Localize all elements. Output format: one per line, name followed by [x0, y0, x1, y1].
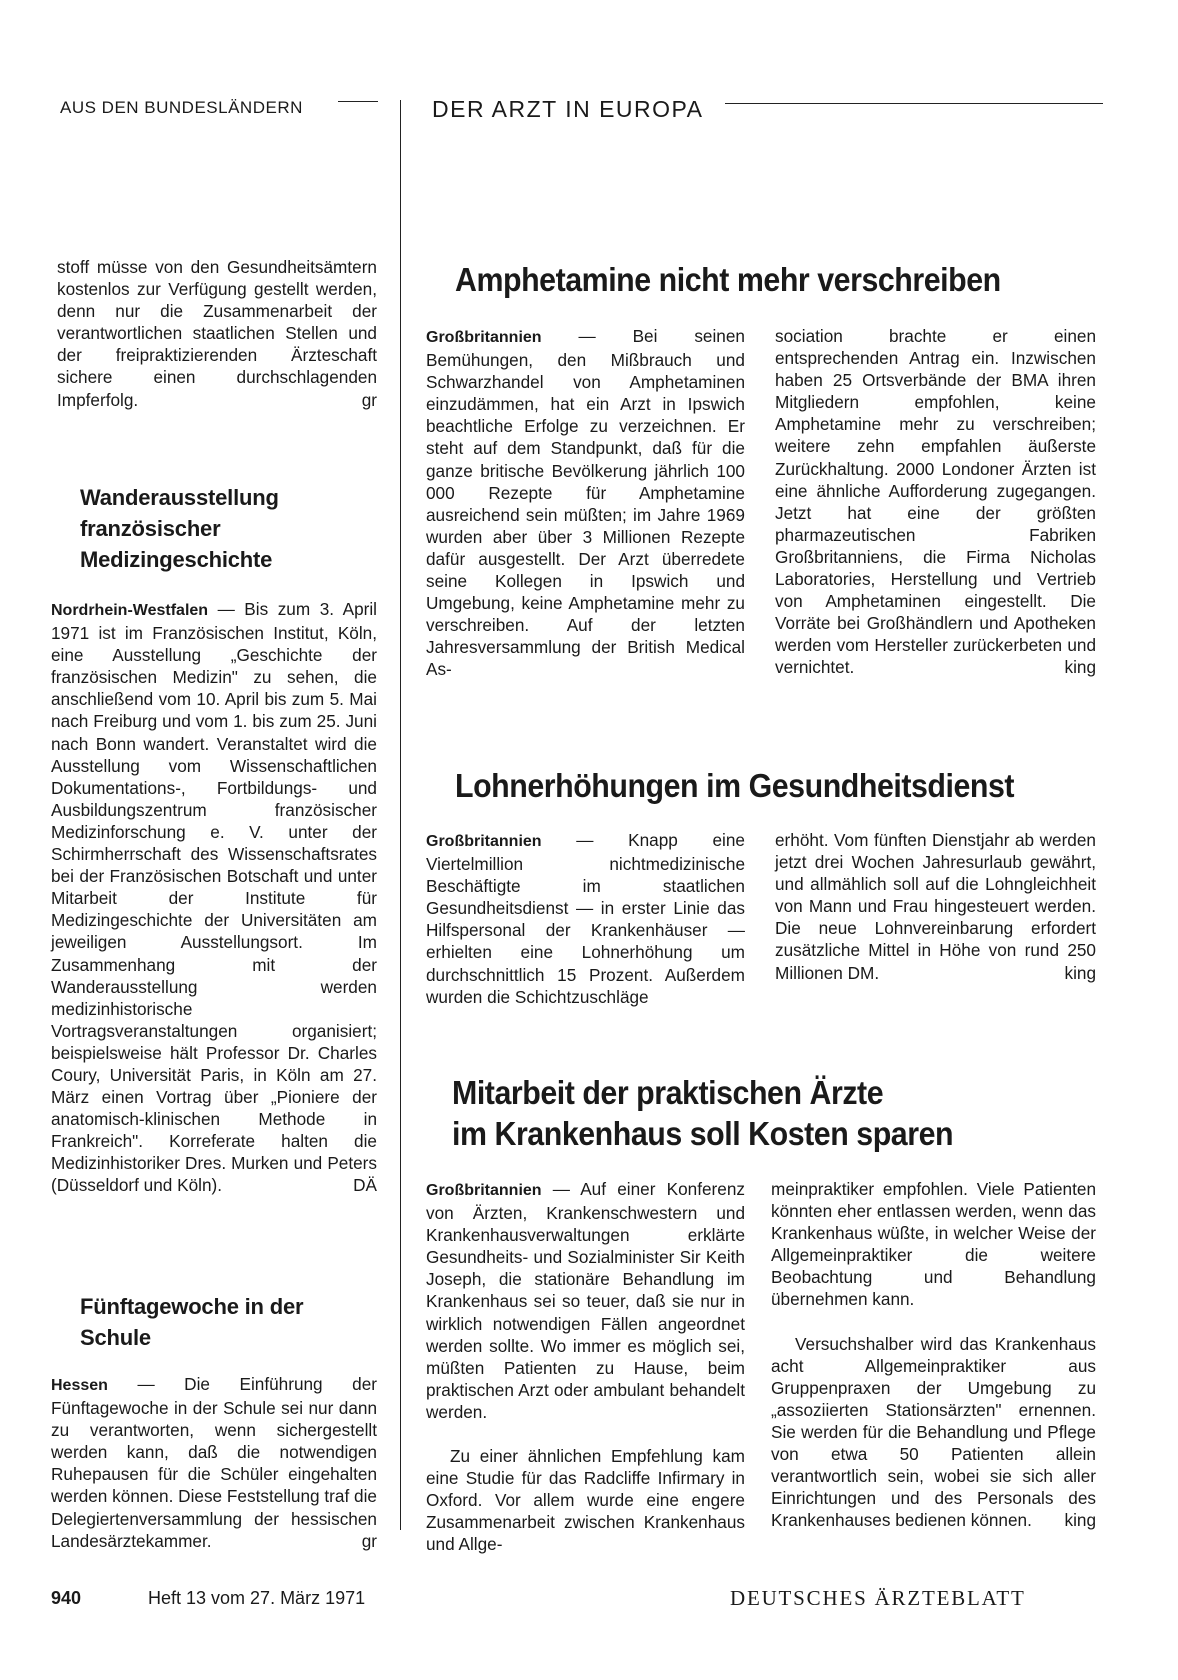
article-dateline: Hessen: [51, 1377, 108, 1394]
article-headline: [452, 1072, 1096, 1154]
signature: king: [1064, 657, 1096, 678]
article-text: — Die Einführung der Fünftagewoche in der Schule sei nur dann zu verantworten, wenn sichergestellt werden kann, daß die notwendigen Ruhepausen für die Schüler eingehalten werden können. Diese Feststellung traf die Delegiertenversammlung der hessischen Landesärztekammer.: [51, 1374, 377, 1551]
continuation-body: stoff müsse von den Gesundheitsämtern kostenlos zur Verfügung gestellt werden, denn nur die Zusammenarbeit der verantwortlichen staatlichen Stellen und der freipraktizierenden Ärzteschaft sichere einen durchschlagenden Impferfolg.: [57, 257, 377, 410]
article-text: meinpraktiker empfohlen. Viele Patienten könnten eher entlassen werden, wenn das Krankenhaus wüßte, in welcher Weise der Allgemeinpraktiker die weitere Beobachtung und Behandlung übernehmen kann.: [771, 1179, 1096, 1310]
article-dateline: Großbritannien: [426, 833, 542, 850]
article-body-col2: [775, 325, 1096, 679]
article-body-col1: [426, 829, 745, 1008]
column-divider: [400, 100, 401, 1530]
page-number: 940: [51, 1588, 82, 1608]
header-rule-left: [338, 101, 378, 102]
signature: DÄ: [353, 1175, 377, 1196]
article-text: Zu einer ähnlichen Empfehlung kam eine Studie für das Radcliffe Infirmary in Oxford. Vor allem wurde eine engere Zusammenarbeit zwischen Krankenhaus und Allge-: [426, 1446, 745, 1555]
article-headline: Fünftagewoche in der Schule: [80, 1294, 304, 1350]
signature: king: [1064, 962, 1096, 983]
article-body-col1: [426, 325, 745, 681]
article-dateline: Großbritannien: [426, 1182, 542, 1199]
article-dateline: Großbritannien: [426, 329, 542, 346]
headline-line: im Krankenhaus soll Kosten sparen: [452, 1115, 954, 1152]
article-body: [51, 598, 377, 1197]
publication-name: DEUTSCHES ÄRZTEBLATT: [730, 1586, 1026, 1610]
article-body-col2: [775, 829, 1096, 984]
article-headline: Amphetamine nicht mehr verschreiben: [455, 261, 1001, 298]
article-text: — Bis zum 3. April 1971 ist im Französischen Institut, Köln, eine Ausstellung „Geschichte der französischen Medizin" zu sehen, die anschließend vom 10. April bis zum 5. Mai nach Freiburg und vom 1. bis zum 25. Juni nach Bonn wandert. Veranstaltet wird die Ausstellung vom Wissenschaftlichen Dokumentations-, Fortbildungs- und Ausbildungszentrum französischer Medizinforschung e. V. unter der Schirmherrschaft des Wissenschaftsrates bei der Französischen Botschaft und unter Mitarbeit der Institute für Medizingeschichte der Universitäten am jeweiligen Ausstellungsort. Im Zusammenhang mit der Wanderausstellung werden medizinhistorische Vortragsveranstaltungen organisiert; beispielsweise hält Professor Dr. Charles Coury, Universität Paris, in Köln am 27. März einen Vortrag über „Pioniere der anatomisch-klinischen Methode in Frankreich". Korreferate halten die Medizinhistoriker Dres. Murken und Peters (Düsseldorf und Köln).: [51, 599, 377, 1196]
article-body-col1: [426, 1178, 745, 1556]
signature: gr: [361, 1530, 377, 1551]
article-headline: Wanderausstellung französischer Medizingeschichte: [80, 485, 279, 572]
article-text: — Auf einer Konferenz von Ärzten, Krankenschwestern und Krankenhausverwaltungen erklärte Gesundheits- und Sozialminister Sir Keith Joseph, die stationäre Behandlung im Krankenhaus sei so teuer, daß sie nur in wirklich notwendigen Fällen angeordnet werden sollte. Wo immer es möglich sei, müßten Patienten zu Hause, beim praktischen Arzt oder ambulant behandelt werden.: [426, 1179, 745, 1422]
article-text: — Bei seinen Bemühungen, den Mißbrauch und Schwarzhandel von Amphetaminen einzudämmen, hat ein Arzt in Ipswich beachtliche Erfolge zu verzeichnen. Er steht auf dem Standpunkt, daß für die ganze britische Bevölkerung jährlich 100 000 Rezepte für Amphetamine ausreichend sein müßten; im Jahre 1969 wurden aber über 3 Millionen Rezepte dafür ausgestellt. Der Arzt überredete seine Kollegen in Ipswich und Umgebung, keine Amphetamine mehr zu verschreiben. Auf der letzten Jahresversammlung der British Medical As-: [426, 326, 745, 680]
section-label-left: AUS DEN BUNDESLÄNDERN: [60, 98, 303, 117]
article-dateline: Nordrhein-Westfalen: [51, 602, 209, 619]
article-body-col2: [771, 1178, 1096, 1531]
article-text: Versuchshalber wird das Krankenhaus acht Allgemeinpraktiker aus Gruppenpraxen der Umgebung zu „assoziierten Stationsärzten" ernennen. Sie werden für die Behandlung und Pflege von etwa 50 Patienten allein verantwortlich sein, wobei sie sich aller Einrichtungen und des Personals des Krankenhauses bedienen können.: [771, 1333, 1096, 1531]
article-text: — Knapp eine Viertelmillion nichtmedizinische Beschäftigte im staatlichen Gesundheitsdienst — in erster Linie das Hilfspersonal der Krankenhäuser — erhielten eine Lohnerhöhung um durchschnittlich 15 Prozent. Außerdem wurden die Schichtzuschläge: [426, 830, 745, 1007]
signature: gr: [361, 389, 377, 410]
continuation-text: [57, 256, 377, 411]
section-label-right: DER ARZT IN EUROPA: [432, 96, 704, 122]
article-text: erhöht. Vom fünften Dienstjahr ab werden jetzt drei Wochen Jahresurlaub gewährt, und allmählich soll auf die Lohngleichheit von Mann und Frau hingesteuert werden. Die neue Lohnvereinbarung erfordert zusätzliche Mittel in Höhe von rund 250 Millionen DM.: [775, 830, 1096, 983]
article-body: [51, 1373, 377, 1552]
header-rule-right: [725, 103, 1103, 104]
article-text: sociation brachte er einen entsprechenden Antrag ein. Inzwischen haben 25 Ortsverbände der BMA ihren Mitgliedern empfohlen, keine Amphetamine mehr zu verschreiben; weitere zehn empfahlen äußerste Zurückhaltung. 2000 Londoner Ärzten ist eine ähnliche Aufforderung zugegangen. Jetzt hat eine der größten pharmazeutischen Fabriken Großbritanniens, die Firma Nicholas Laboratories, Herstellung und Vertrieb von Amphetaminen eingestellt. Die Vorräte bei Großhändlern und Apotheken werden vom Hersteller zurückerbeten und vernichtet.: [775, 326, 1096, 678]
headline-line: Mitarbeit der praktischen Ärzte: [452, 1074, 884, 1111]
issue-info: Heft 13 vom 27. März 1971: [148, 1588, 366, 1608]
signature: king: [1064, 1510, 1096, 1531]
article-headline: Lohnerhöhungen im Gesundheitsdienst: [455, 767, 1015, 804]
